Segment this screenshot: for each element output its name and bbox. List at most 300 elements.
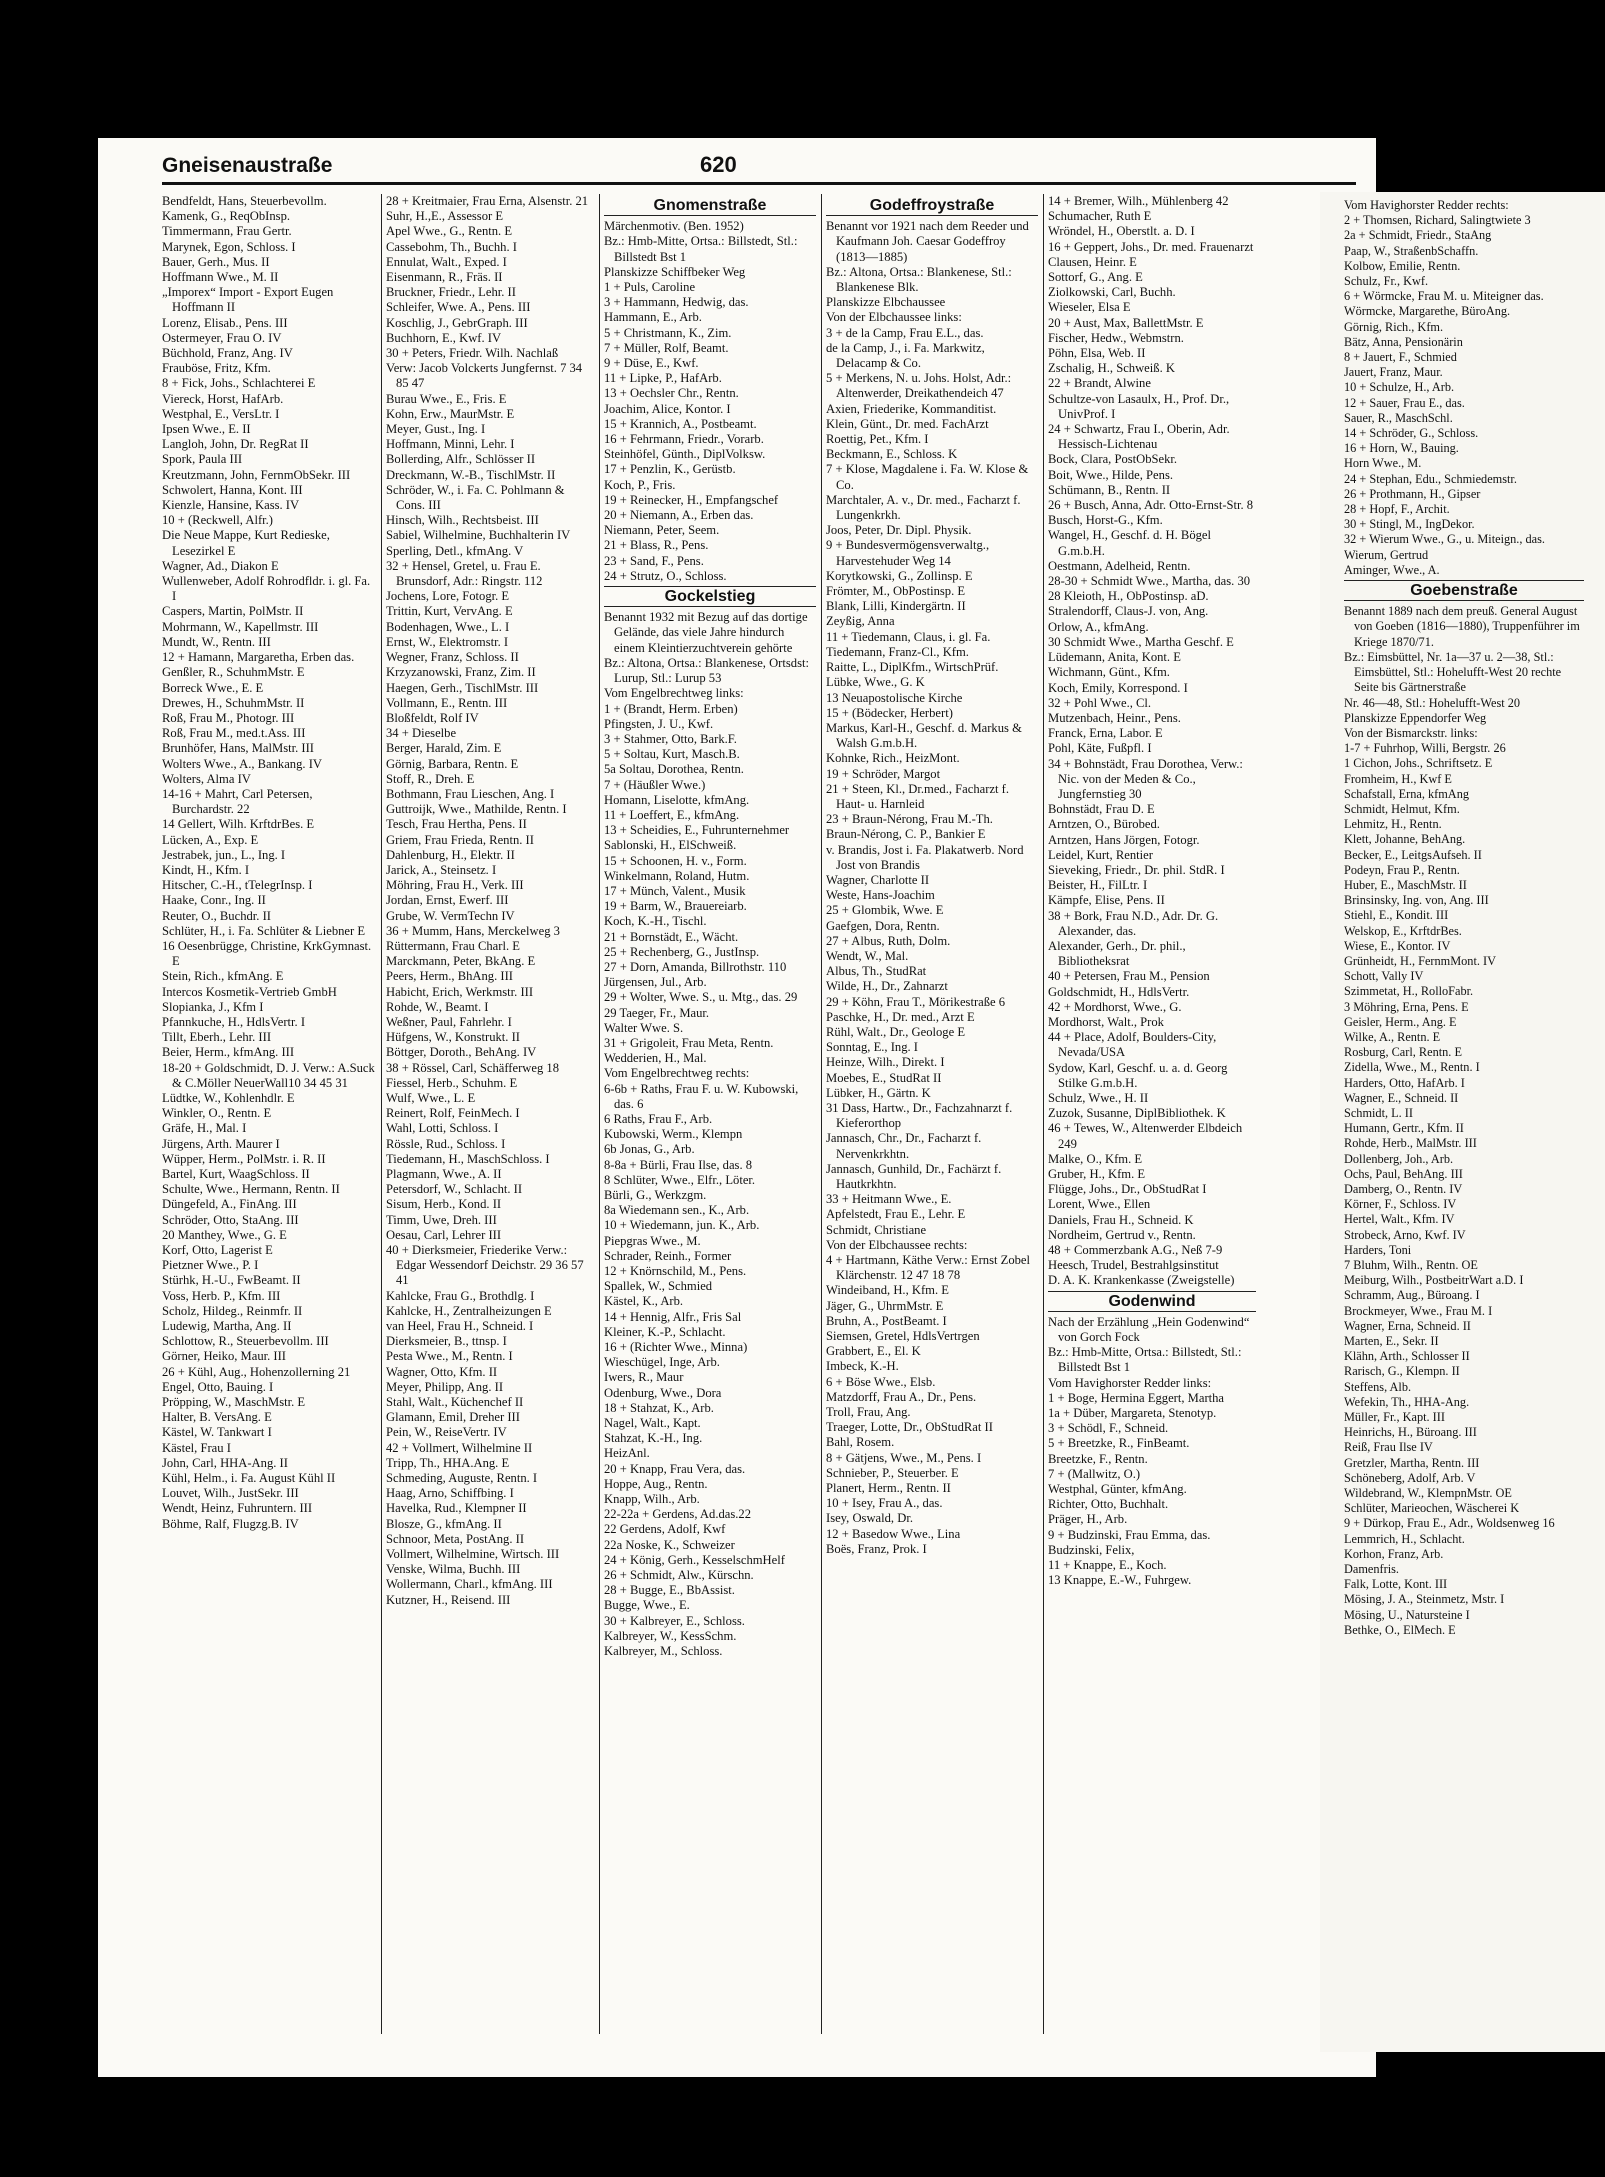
directory-entry: Iwers, R., Maur (604, 1370, 684, 1385)
column-divider (821, 194, 822, 2034)
directory-entry: 11 + Lipke, P., HafArb. (604, 371, 722, 386)
directory-entry: Bz.: Eimsbüttel, Nr. 1a—37 u. 2—38, Stl.: Eimsbüttel, Stl.: Hohelufft-West 20 rechte Seite bis Gärtnerstraße (1344, 649, 1565, 695)
directory-entry: 28 + Hopf, F., Archit. (1344, 502, 1450, 517)
directory-entry: 14-16 + Mahrt, Carl Petersen, Burchardstr. 22 (162, 786, 316, 817)
directory-entry: Buchhorn, E., Kwf. IV (386, 330, 502, 345)
directory-entry: Hammann, E., Arb. (604, 310, 702, 325)
directory-entry: Winkelmann, Roland, Hutm. (604, 868, 750, 883)
directory-entry: Podeyn, Frau P., Rentn. (1344, 862, 1460, 877)
directory-entry: 15 + (Bödecker, Herbert) (826, 705, 953, 720)
directory-entry: 9 + Düse, E., Kwf. (604, 356, 699, 371)
header-rule (162, 182, 1356, 185)
directory-entry: de la Camp, J., i. Fa. Markwitz, Delacamp & Co. (826, 340, 988, 371)
directory-entry: Havelka, Rud., Klempner II (386, 1501, 527, 1516)
directory-entry: 6b Jonas, G., Arb. (604, 1142, 695, 1157)
directory-entry: Tiedemann, Franz-Cl., Kfm. (826, 644, 969, 659)
directory-entry: v. Brandis, Jost i. Fa. Plakatwerb. Nord Jost von Brandis (826, 842, 1027, 872)
directory-entry: Wangel, H., Geschf. d. H. Bögel G.m.b.H. (1048, 528, 1215, 558)
directory-entry: Zidella, Wwe., M., Rentn. I (1344, 1060, 1480, 1075)
directory-entry: Harders, Toni (1344, 1242, 1412, 1257)
directory-entry: Genßler, R., SchuhmMstr. E (162, 665, 305, 680)
directory-entry: Korf, Otto, Lagerist E (162, 1243, 273, 1258)
directory-entry: Kienzle, Hansine, Kass. IV (162, 498, 300, 513)
directory-entry: Hüfgens, W., Konstrukt. II (386, 1030, 520, 1045)
directory-entry: Kohn, Erw., MaurMstr. E (386, 406, 515, 421)
directory-entry: Frauböse, Fritz, Kfm. (162, 361, 271, 376)
directory-entry: Görner, Heiko, Maur. III (162, 1349, 286, 1364)
directory-entry: Wolters, Alma IV (162, 771, 251, 786)
directory-entry: 2 + Thomsen, Richard, Salingtwiete 3 (1344, 213, 1531, 228)
directory-entry: 30 Schmidt Wwe., Martha Geschf. E (1048, 634, 1234, 649)
directory-entry: 6 + Böse Wwe., Elsb. (826, 1374, 936, 1389)
directory-entry: Wedderien, H., Mal. (604, 1051, 707, 1066)
directory-entry: Suhr, H.,E., Assessor E (386, 209, 504, 224)
directory-entry: 16 + (Richter Wwe., Minna) (604, 1340, 748, 1355)
directory-entry: Kohnke, Rich., HeizMont. (826, 751, 960, 766)
street-heading: Godenwind (1048, 1291, 1256, 1312)
directory-entry: Boit, Wwe., Hilde, Pens. (1048, 467, 1173, 482)
directory-entry: Nr. 46—48, Stl.: Hohelufft-West 20 (1344, 695, 1521, 710)
directory-entry: 7 + Klose, Magdalene i. Fa. W. Klose & Co. (826, 462, 1032, 492)
directory-entry: 5 + Merkens, N. u. Johs. Holst, Adr.: Altenwerder, Dreikathendeich 47 (826, 371, 1014, 401)
directory-entry: Dierksmeier, B., ttnsp. I (386, 1334, 507, 1349)
directory-entry: Schmeding, Auguste, Rentn. I (386, 1471, 538, 1486)
directory-entry: 3 Möhring, Erna, Pens. E (1344, 999, 1469, 1014)
directory-entry: Jannasch, Gunhild, Dr., Fachärzt f. Hautkrkhtn. (826, 1161, 1005, 1191)
directory-entry: 5 + Soltau, Kurt, Masch.B. (604, 747, 740, 762)
directory-entry: 26 + Kühl, Aug., Hohenzollerning 21 (162, 1364, 351, 1379)
directory-entry: Krzyzanowski, Franz, Zim. II (386, 665, 536, 680)
directory-entry: Ennulat, Walt., Exped. I (386, 254, 507, 269)
directory-entry: 42 + Vollmert, Wilhelmine II (386, 1440, 533, 1455)
directory-entry: Grabbert, E., El. K (826, 1344, 921, 1359)
directory-entry: Imbeck, K.-H. (826, 1359, 899, 1374)
directory-entry: 4 + Hartmann, Käthe Verw.: Ernst Zobel Klärchenstr. 12 47 18 78 (826, 1253, 1034, 1283)
directory-entry: 10 + Isey, Frau A., das. (826, 1496, 943, 1511)
directory-entry: 24 + Stephan, Edu., Schmiedemstr. (1344, 471, 1517, 486)
directory-entry: 7 + (Häußler Wwe.) (604, 777, 706, 792)
directory-entry: Schröder, Otto, StaAng. III (162, 1212, 299, 1227)
directory-entry: Wagner, Ad., Diakon E (162, 558, 279, 573)
directory-entry: Clausen, Heinr. E (1048, 254, 1137, 269)
directory-entry: Intercos Kosmetik-Vertrieb GmbH (162, 984, 337, 999)
directory-entry: 12 + Basedow Wwe., Lina (826, 1526, 961, 1541)
directory-entry: Schnoor, Meta, PostAng. II (386, 1531, 525, 1546)
directory-entry: 23 + Braun-Nérong, Frau M.-Th. (826, 812, 993, 827)
directory-entry: Wildebrand, W., KlempnMstr. OE (1344, 1486, 1512, 1501)
directory-entry: Guttroijk, Wwe., Mathilde, Rentn. I (386, 802, 567, 817)
directory-entry: Reuter, O., Buchdr. II (162, 908, 271, 923)
directory-entry: Wörmcke, Margarethe, BüroAng. (1344, 304, 1511, 319)
directory-entry: Görnig, Rich., Kfm. (1344, 319, 1444, 334)
directory-entry: 12 + Knörnschild, M., Pens. (604, 1264, 747, 1279)
directory-entry: 27 + Albus, Ruth, Dolm. (826, 933, 951, 948)
directory-entry: Harders, Otto, HafArb. I (1344, 1075, 1465, 1090)
directory-entry: Weste, Hans-Joachim (826, 888, 935, 903)
directory-entry: Stahzat, K.-H., Ing. (604, 1431, 703, 1446)
directory-entry: Nach der Erzählung „Hein Godenwind“ von Gorch Fock (1048, 1314, 1253, 1345)
directory-entry: 11 + Knappe, E., Koch. (1048, 1558, 1167, 1573)
directory-column-5 (1048, 194, 1256, 2034)
directory-entry: 31 Dass, Hartw., Dr., Fachzahnarzt f. Kieferorthop (826, 1100, 1016, 1131)
directory-entry: 14 + Schröder, G., Schloss. (1344, 426, 1479, 441)
directory-entry: Niemann, Peter, Seem. (604, 523, 720, 538)
directory-entry: Mösing, J. A., Steinmetz, Mstr. I (1344, 1592, 1505, 1607)
directory-entry: 15 + Krannich, A., Postbeamt. (604, 416, 757, 431)
directory-entry: Sieveking, Friedr., Dr. phil. StdR. I (1048, 862, 1225, 877)
directory-entry: Rössle, Rud., Schloss. I (386, 1136, 506, 1151)
directory-entry: Bruckner, Friedr., Lehr. II (386, 285, 516, 300)
directory-entry: Schultze-von Lasaulx, H., Prof. Dr., UnivProf. I (1048, 391, 1233, 421)
directory-entry: Meiburg, Wilh., PostbeitrWart a.D. I (1344, 1273, 1524, 1288)
directory-entry: Bz.: Hmb-Mitte, Ortsa.: Billstedt, Stl.: Billstedt Bst 1 (1048, 1345, 1245, 1375)
directory-entry: Jannasch, Chr., Dr., Facharzt f. Nervenkrkhtn. (826, 1131, 985, 1161)
directory-entry: Schmidt, Christiane (826, 1222, 927, 1237)
directory-entry: Wichmann, Günt., Kfm. (1048, 665, 1170, 680)
directory-entry: 5 + Breetzke, R., FinBeamt. (1048, 1436, 1190, 1451)
directory-entry: 40 + Dierksmeier, Friederike Verw.: Edgar Wessendorf Deichstr. 29 36 57 41 (386, 1243, 587, 1288)
directory-entry: Franck, Erna, Labor. E (1048, 726, 1163, 741)
directory-entry: Fischer, Hedw., Webmstrn. (1048, 330, 1184, 345)
directory-entry: Paschke, H., Dr. med., Arzt E (826, 1009, 975, 1024)
directory-entry: Louvet, Wilh., JustSekr. III (162, 1486, 299, 1501)
directory-entry: Roettig, Pet., Kfm. I (826, 432, 929, 447)
directory-entry: Wagner, Otto, Kfm. II (386, 1364, 498, 1379)
directory-entry: Venske, Wilma, Buchh. III (386, 1562, 521, 1577)
directory-entry: Wröndel, H., Oberstlt. a. D. I (1048, 224, 1195, 239)
directory-entry: Schümann, B., Rentn. II (1048, 482, 1171, 497)
directory-entry: Schwolert, Hanna, Kont. III (162, 482, 303, 497)
directory-entry: Brunhöfer, Hans, MalMstr. III (162, 741, 314, 756)
directory-entry: 16 + Geppert, Johs., Dr. med. Frauenarzt (1048, 239, 1254, 254)
directory-entry: Schlüter, Marieochen, Wäscherei K (1344, 1501, 1520, 1516)
directory-entry: Moebes, E., StudRat II (826, 1070, 942, 1085)
directory-entry: Pein, W., ReiseVertr. IV (386, 1425, 507, 1440)
directory-entry: 16 Oesenbrügge, Christine, KrkGymnast. E (162, 938, 375, 969)
directory-entry: Bätz, Anna, Pensionärin (1344, 334, 1463, 349)
directory-entry: Stürhk, H.-U., FwBeamt. II (162, 1273, 301, 1288)
directory-entry: Rohde, Herb., MalMstr. III (1344, 1136, 1477, 1151)
directory-entry: Bock, Clara, PostObSekr. (1048, 452, 1178, 467)
directory-entry: Wagner, E., Schneid. II (1344, 1090, 1459, 1105)
directory-entry: Peers, Herm., BhAng. III (386, 969, 513, 984)
directory-entry: Sablonski, H., ElSchweiß. (604, 838, 737, 853)
directory-entry: Eisenmann, R., Fräs. II (386, 270, 503, 285)
directory-entry: Siemsen, Gretel, HdlsVertrgen (826, 1329, 980, 1344)
directory-entry: Spork, Paula III (162, 452, 243, 467)
directory-entry: Hinsch, Wilh., Rechtsbeist. III (386, 513, 539, 528)
directory-entry: Marchtaler, A. v., Dr. med., Facharzt f. Lungenkrkh. (826, 492, 1024, 523)
directory-entry: Mösing, U., Natursteine I (1344, 1607, 1470, 1622)
directory-entry: Bz.: Altona, Ortsa.: Blankenese, Ortsdst: Lurup, Stl.: Lurup 53 (604, 655, 813, 686)
directory-entry: 3 + de la Camp, Frau E.L., das. (826, 325, 984, 340)
directory-entry: 20 + Niemann, A., Erben das. (604, 508, 754, 523)
directory-entry: 23 + Sand, F., Pens. (604, 553, 704, 568)
directory-entry: Traeger, Lotte, Dr., ObStudRat II (826, 1420, 993, 1435)
directory-entry: Welskop, E., KrftdrBes. (1344, 923, 1462, 938)
directory-entry: Borreck Wwe., E. E (162, 680, 264, 695)
directory-entry: Planert, Herm., Rentn. II (826, 1481, 951, 1496)
directory-entry: 40 + Petersen, Frau M., Pension (1048, 969, 1210, 984)
directory-entry: Vom Havighorster Redder rechts: (1344, 198, 1509, 212)
directory-entry: Axien, Friederike, Kommanditist. (826, 401, 997, 416)
directory-entry: Winkler, O., Rentn. E (162, 1106, 272, 1121)
page-number: 620 (700, 152, 737, 177)
directory-entry: Timmermann, Frau Gertr. (162, 224, 292, 239)
directory-entry: Isey, Oswald, Dr. (826, 1511, 913, 1526)
directory-entry: Sisum, Herb., Kond. II (386, 1197, 502, 1212)
directory-entry: Plagmann, Wwe., A. II (386, 1167, 502, 1181)
directory-entry: Beckmann, E., Schloss. K (826, 447, 958, 462)
directory-entry: Präger, H., Arb. (1048, 1512, 1128, 1527)
directory-entry: 17 + Penzlin, K., Gerüstb. (604, 462, 736, 477)
directory-entry: Rühl, Walt., Dr., Geologe E (826, 1024, 966, 1039)
directory-entry: Kubowski, Werm., Klempn (604, 1127, 743, 1142)
directory-entry: Trittin, Kurt, VervAng. E (386, 604, 513, 619)
directory-column-4 (826, 194, 1038, 2034)
directory-entry: Pesta Wwe., M., Rentn. I (386, 1349, 513, 1364)
directory-entry: Kleiner, K.-P., Schlacht. (604, 1324, 726, 1339)
directory-entry: Nagel, Walt., Kapt. (604, 1416, 701, 1431)
directory-entry: Haag, Arno, Schiffbing. I (386, 1486, 514, 1501)
directory-entry: 1 + Boge, Hermina Eggert, Martha (1048, 1390, 1225, 1405)
directory-entry: 12 + Hamann, Margaretha, Erben das. (162, 650, 355, 665)
directory-entry: Bruhn, A., PostBeamt. I (826, 1313, 947, 1328)
directory-entry: Mundt, W., Rentn. III (162, 634, 271, 649)
directory-entry: Wegner, Franz, Schloss. II (386, 650, 519, 665)
directory-entry: 30 + Kalbreyer, E., Schloss. (604, 1613, 745, 1628)
directory-entry: Arntzen, O., Bürobed. (1048, 817, 1160, 832)
directory-entry: Marten, E., Sekr. II (1344, 1334, 1439, 1349)
directory-entry: Bugge, Wwe., E. (604, 1598, 690, 1613)
directory-entry: Boës, Franz, Prok. I (826, 1541, 927, 1556)
directory-entry: Kästel, K., Arb. (604, 1294, 684, 1309)
directory-entry: Jäger, G., UhrmMstr. E (826, 1298, 944, 1313)
directory-entry: Hertel, Walt., Kfm. IV (1344, 1212, 1455, 1227)
directory-entry: Jestrabek, jun., L., Ing. I (162, 847, 286, 862)
directory-entry: Klein, Günt., Dr. med. FachArzt (826, 416, 989, 431)
directory-entry: 10 + Wiedemann, jun. K., Arb. (604, 1218, 760, 1233)
directory-entry: Stoff, R., Dreh. E (386, 771, 475, 786)
directory-entry: Wilde, H., Dr., Zahnarzt (826, 979, 948, 994)
directory-entry: Gräfe, H., Mal. I (162, 1121, 247, 1136)
directory-entry: 26 + Busch, Anna, Adr. Otto-Ernst-Str. 8 (1048, 498, 1254, 513)
directory-entry: Bollerding, Alfr., Schlösser II (386, 452, 536, 467)
directory-entry: Slopianka, J., Kfm I (162, 999, 264, 1014)
directory-entry: Schramm, Aug., Büroang. I (1344, 1288, 1480, 1303)
directory-entry: 14 Gellert, Wilh. KrftdrBes. E (162, 817, 315, 832)
directory-entry: Glamann, Emil, Dreher III (386, 1410, 520, 1425)
directory-entry: Budzinski, Felix, (1048, 1542, 1135, 1557)
directory-entry: 24 + Schwartz, Frau I., Oberin, Adr. Hessisch-Lichtenau (1048, 422, 1233, 452)
directory-entry: Grube, W. VermTechn IV (386, 908, 515, 923)
directory-entry: Leidel, Kurt, Rentier (1048, 847, 1153, 862)
directory-entry: 20 Manthey, Wwe., G. E (162, 1227, 287, 1242)
directory-entry: Sonntag, E., Ing. I (826, 1040, 918, 1055)
directory-entry: Schmidt, Helmut, Kfm. (1344, 801, 1460, 816)
directory-entry: 16 + Fehrmann, Friedr., Vorarb. (604, 432, 764, 447)
directory-entry: Die Neue Mappe, Kurt Redieske, Lesezirkel E (162, 528, 334, 558)
column-divider (1043, 194, 1044, 2034)
directory-column-3 (604, 194, 816, 2034)
directory-entry: „Imporex“ Import - Export Eugen Hoffmann II (162, 285, 337, 315)
directory-entry: Kolbow, Emilie, Rentn. (1344, 258, 1461, 273)
directory-entry: Reinert, Rolf, FeinMech. I (386, 1106, 520, 1121)
directory-entry: 31 + Grigoleit, Frau Meta, Rentn. (604, 1035, 774, 1050)
directory-entry: Flügge, Johs., Dr., ObStudRat I (1048, 1182, 1207, 1197)
directory-entry: Wahl, Lotti, Schloss. I (386, 1121, 499, 1136)
directory-entry: Horn Wwe., M. (1344, 456, 1422, 471)
directory-entry: Böttger, Doroth., BehAng. IV (386, 1045, 537, 1060)
directory-entry: HeizAnl. (604, 1446, 650, 1461)
directory-entry: 48 + Commerzbank A.G., Neß 7-9 (1048, 1243, 1223, 1258)
directory-entry: Sabiel, Wilhelmine, Buchhalterin IV (386, 528, 571, 543)
directory-entry: Reiß, Frau Ilse IV (1344, 1440, 1433, 1455)
directory-entry: Bethke, O., ElMech. E (1344, 1622, 1456, 1637)
directory-entry: Becker, E., LeitgsAufseh. II (1344, 847, 1482, 862)
directory-entry: Haegen, Gerh., TischlMstr. III (386, 680, 539, 695)
directory-entry: Mohrmann, W., Kapellmstr. III (162, 619, 319, 634)
directory-entry: Breetzke, F., Rentn. (1048, 1451, 1148, 1466)
directory-entry: 8 Schlüter, Wwe., Elfr., Löter. (604, 1172, 756, 1187)
directory-entry: Drewes, H., SchuhmMstr. II (162, 695, 305, 710)
directory-entry: Dollenberg, Joh., Arb. (1344, 1151, 1454, 1166)
directory-entry: Brockmeyer, Wwe., Frau M. I (1344, 1303, 1493, 1318)
directory-entry: Langloh, John, Dr. RegRat II (162, 437, 309, 452)
directory-entry: Odenburg, Wwe., Dora (604, 1385, 722, 1400)
directory-entry: Wieseler, Elsa E (1048, 300, 1131, 315)
directory-entry: Burau Wwe., E., Fris. E (386, 391, 507, 406)
directory-entry: Koch, P., Fris. (604, 477, 676, 492)
directory-entry: 11 + Loeffert, E., kfmAng. (604, 807, 740, 822)
directory-entry: Oestmann, Adelheid, Rentn. (1048, 558, 1191, 573)
directory-entry: Stein, Rich., kfmAng. E (162, 969, 284, 984)
directory-entry: Kühl, Helm., i. Fa. August Kühl II (162, 1471, 336, 1486)
directory-entry: Wierum, Gertrud (1344, 547, 1429, 562)
directory-entry: Ipsen Wwe., E. II (162, 422, 251, 437)
directory-entry: Malke, O., Kfm. E (1048, 1151, 1143, 1166)
directory-entry: Benannt vor 1921 nach dem Reeder und Kaufmann Joh. Caesar Godeffroy (1813—1885) (826, 219, 1032, 264)
directory-entry: 21 + Steen, Kl., Dr.med., Facharzt f. Haut- u. Harnleid (826, 781, 1013, 811)
directory-entry: Westphal, Günter, kfmAng. (1048, 1482, 1187, 1497)
directory-entry: Von der Elbchaussee links: (826, 310, 962, 325)
directory-entry: 29 + Köhn, Frau T., Mörikestraße 6 (826, 994, 1006, 1009)
directory-entry: Schröder, W., i. Fa. C. Pohlmann & Cons. III (386, 482, 568, 513)
directory-entry: Roß, Frau M., Photogr. III (162, 710, 295, 725)
directory-entry: Hoffmann, Minni, Lehr. I (386, 437, 515, 452)
directory-entry: Benannt 1889 nach dem preuß. General August von Goeben (1816—1880), Truppenführer im Kriege 1870/71. (1344, 604, 1583, 649)
directory-entry: Marynek, Egon, Schloss. I (162, 239, 296, 254)
directory-entry: 38 + Rössel, Carl, Schäfferweg 18 (386, 1060, 560, 1075)
directory-entry: Windeiband, H., Kfm. E (826, 1283, 949, 1298)
directory-entry: Troll, Frau, Ang. (826, 1405, 911, 1420)
street-heading: Gnomenstraße (604, 196, 816, 216)
directory-entry: Klähn, Arth., Schlosser II (1344, 1349, 1470, 1364)
directory-entry: Rohde, W., Beamt. I (386, 999, 489, 1014)
directory-entry: Jochens, Lore, Fotogr. E (386, 589, 510, 604)
directory-entry: 15 + Schoonen, H. v., Form. (604, 853, 747, 868)
directory-entry: Frömter, M., ObPostinsp. E (826, 584, 966, 599)
directory-entry: Wullenweber, Adolf Rohrodfldr. i. gl. Fa. I (162, 574, 374, 604)
directory-entry: Düngefeld, A., FinAng. III (162, 1197, 297, 1212)
directory-entry: 13 Neuapostolische Kirche (826, 690, 963, 705)
directory-entry: 18-20 + Goldschmidt, D. J. Verw.: A.Suck & C.Möller NeuerWall10 34 45 31 (162, 1060, 378, 1090)
directory-entry: Jordan, Ernst, Ewerf. III (386, 893, 509, 908)
directory-entry: Huber, E., MaschMstr. II (1344, 877, 1467, 892)
directory-entry: Haake, Conr., Ing. II (162, 893, 266, 908)
directory-entry: Piepgras Wwe., M. (604, 1233, 701, 1248)
directory-entry: Kamenk, G., ReqObInsp. (162, 209, 291, 224)
directory-entry: 11 + Tiedemann, Claus, i. gl. Fa. (826, 629, 991, 644)
directory-entry: 33 + Heitmann Wwe., E. (826, 1192, 952, 1207)
directory-entry: Gretzler, Martha, Rentn. III (1344, 1455, 1480, 1470)
directory-entry: Schulte, Wwe., Hermann, Rentn. II (162, 1182, 340, 1197)
directory-entry: Meyer, Gust., Ing. I (386, 422, 486, 437)
directory-entry: Wolters Wwe., A., Bankang. IV (162, 756, 322, 771)
directory-entry: Bz.: Altona, Ortsa.: Blankenese, Stl.: Blankenese Blk. (826, 264, 1015, 295)
directory-entry: 13 Knappe, E.-W., Fuhrgew. (1048, 1573, 1192, 1588)
directory-entry: Petersdorf, W., Schlacht. II (386, 1182, 523, 1197)
directory-entry: Braun-Nérong, C. P., Bankier E (826, 827, 986, 842)
directory-entry: 29 + Wolter, Wwe. S., u. Mtg., das. 29 (604, 990, 798, 1005)
directory-entry: Ernst, W., Elektromstr. I (386, 634, 509, 649)
directory-entry: Scholz, Hildeg., Reinmfr. II (162, 1303, 303, 1318)
directory-entry: 26 + Prothmann, H., Gipser (1344, 486, 1481, 501)
directory-entry: Lüdemann, Anita, Kont. E (1048, 650, 1181, 665)
directory-entry: 8 + Gätjens, Wwe., M., Pens. I (826, 1450, 982, 1465)
directory-entry: Engel, Otto, Bauing. I (162, 1379, 274, 1394)
directory-entry: Paap, W., StraßenbSchaffn. (1344, 243, 1479, 258)
directory-entry: 32 + Hensel, Gretel, u. Frau E. Brunsdorf, Adr.: Ringstr. 112 (386, 558, 544, 589)
directory-entry: 8-8a + Bürli, Frau Ilse, das. 8 (604, 1157, 753, 1172)
directory-entry: 18 + Stahzat, K., Arb. (604, 1400, 714, 1415)
directory-entry: Klett, Johanne, BehAng. (1344, 832, 1466, 847)
directory-entry: 6 Raths, Frau F., Arb. (604, 1111, 713, 1126)
directory-entry: Markus, Karl-H., Geschf. d. Markus & Walsh G.m.b.H. (826, 720, 1025, 751)
directory-entry: Habicht, Erich, Werkmstr. III (386, 984, 534, 999)
directory-entry: van Heel, Frau H., Schneid. I (386, 1319, 534, 1334)
directory-entry: Verw: Jacob Volckerts Jungfernst. 7 34 85 47 (386, 361, 586, 391)
directory-entry: Müller, Fr., Kapt. III (1344, 1410, 1445, 1425)
directory-entry: 13 + Oechsler Chr., Rentn. (604, 386, 739, 401)
adjacent-page-column (1344, 198, 1584, 2038)
directory-entry: Jürgens, Arth. Maurer I (162, 1136, 280, 1151)
directory-entry: Schumacher, Ruth E (1048, 209, 1152, 224)
directory-entry: Cassebohm, Th., Buchh. I (386, 239, 517, 254)
directory-entry: 12 + Sauer, Frau E., das. (1344, 395, 1465, 410)
directory-entry: Wendt, W., Mal. (826, 948, 909, 963)
directory-entry: Möhring, Frau H., Verk. III (386, 878, 524, 893)
directory-entry: Wulf, Wwe., L. E (386, 1090, 476, 1105)
directory-entry: Vollmann, E., Rentn. III (386, 695, 508, 710)
directory-entry: Rüttermann, Frau Charl. E (386, 938, 520, 953)
directory-entry: 29 Taeger, Fr., Maur. (604, 1005, 710, 1020)
street-heading: Goebenstraße (1344, 580, 1584, 601)
directory-entry: Matzdorff, Frau A., Dr., Pens. (826, 1389, 977, 1404)
directory-entry: 26 + Schmidt, Alw., Kürschn. (604, 1568, 754, 1583)
directory-entry: 1 + (Brandt, Herm. Erben) (604, 701, 738, 716)
directory-entry: 36 + Mumm, Hans, Merckelweg 3 (386, 923, 560, 938)
directory-entry: 10 + (Reckwell, Alfr.) (162, 513, 273, 528)
directory-entry: 3 + Hammann, Hedwig, das. (604, 295, 749, 310)
directory-entry: Zuzok, Susanne, DiplBibliothek. K (1048, 1106, 1226, 1121)
directory-entry: Rarisch, G., Klempn. II (1344, 1364, 1460, 1379)
directory-entry: Vom Engelbrechtweg rechts: (604, 1066, 750, 1081)
directory-entry: Ochs, Paul, BehAng. III (1344, 1166, 1463, 1181)
directory-entry: Jarick, A., Steinsetz. I (386, 862, 497, 877)
directory-entry: Tesch, Frau Hertha, Pens. II (386, 817, 527, 832)
directory-entry: Halter, B. VersAng. E (162, 1410, 272, 1425)
